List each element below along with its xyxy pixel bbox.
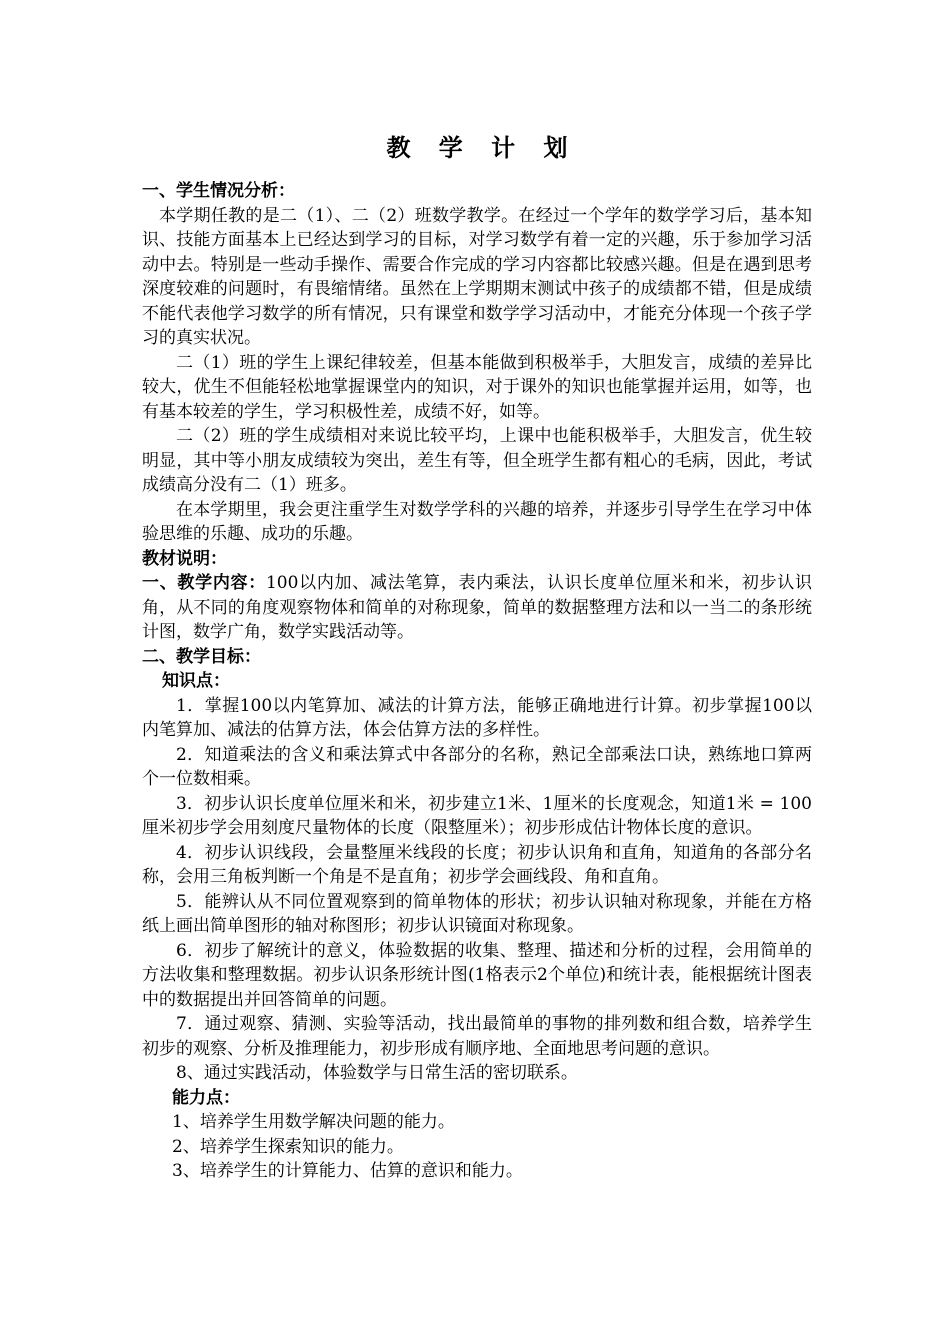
document-body	[142, 128, 812, 1184]
paragraph: 本学期任教的是二（1）、二（2）班数学教学。在经过一个学年的数学学习后，基本知识、技能方面基本上已经达到学习的目标，对学习数学有着一定的兴趣，乐于参加学习活动中去。特别是一些动手操作、需要合作完成的学习内容都比较感兴趣。但是在遇到思考深度较难的问题时，有畏缩情绪。虽然在上学期期末测试中孩子的成绩都不错，但是成绩不能代表他学习数学的所有情况，只有课堂和数学学习活动中，才能充分体现一个孩子学习的真实状况。	[142, 205, 812, 348]
ability-item: 1、培养学生用数学解决问题的能力。	[172, 1112, 455, 1132]
section-heading-textbook: 教材说明：	[142, 548, 227, 569]
ability-item: 2、培养学生探索知识的能力。	[172, 1136, 404, 1157]
paragraph: 二（2）班的学生成绩相对来说比较平均，上课中也能积极举手，大胆发言，优生较明显，其中等小朋友成绩较为突出，差生有等，但全班学生都有粗心的毛病，因此，考试成绩高分没有二（1）班多。	[142, 426, 812, 495]
knowledge-item: 7．通过观察、猜测、实验等活动，找出最简单的事物的排列数和组合数，培养学生初步的观察、分析及推理能力，初步形成有顺序地、全面地思考问题的意识。	[142, 1014, 812, 1059]
knowledge-item: 4．初步认识线段，会量整厘米线段的长度；初步认识角和直角，知道角的各部分名称，会用三角板判断一个角是不是直角；初步学会画线段、角和直角。	[142, 842, 812, 887]
ability-item: 3、培养学生的计算能力、估算的意识和能力。	[172, 1161, 523, 1181]
knowledge-item: 2．知道乘法的含义和乘法算式中各部分的名称，熟记全部乘法口诀，熟练地口算两个一位数相乘。	[142, 744, 812, 789]
section-heading-goals: 二、教学目标：	[142, 646, 261, 667]
paragraph: 在本学期里，我会更注重学生对数学学科的兴趣的培养，并逐步引导学生在学习中体验思维的乐趣、成功的乐趣。	[142, 499, 812, 544]
knowledge-item: 3．初步认识长度单位厘米和米，初步建立1米、1厘米的长度观念，知道1米 = 100厘米初步学会用刻度尺量物体的长度（限整厘米）；初步形成估计物体长度的意识。	[142, 793, 812, 838]
knowledge-item: 1．掌握100以内笔算加、减法的计算方法，能够正确地进行计算。初步掌握100以内笔算加、减法的估算方法，体会估算方法的多样性。	[142, 695, 812, 740]
teaching-content-label: 一、教学内容：	[142, 573, 266, 593]
section-heading-student-analysis: 一、学生情况分析：	[142, 181, 295, 201]
knowledge-heading: 知识点：	[162, 671, 230, 691]
knowledge-item: 6．初步了解统计的意义，体验数据的收集、整理、描述和分析的过程，会用简单的方法收集和整理数据。初步认识条形统计图(1格表示2个单位)和统计表，能根据统计图表中的数据提出并回答简单的问题。	[142, 940, 812, 1010]
paragraph: 二（1）班的学生上课纪律较差，但基本能做到积极举手，大胆发言，成绩的差异比较大，优生不但能轻松地掌握课堂内的知识，对于课外的知识也能掌握并运用，如等，也有基本较差的学生，学习积极性差，成绩不好，如等。	[142, 352, 812, 422]
teaching-content-text: 100以内加、减法笔算，表内乘法，认识长度单位厘米和米，初步认识角，从不同的角度观察物体和简单的对称现象，简单的数据整理方法和以一当二的条形统计图，数学广角，数学实践活动等。	[142, 573, 812, 642]
ability-heading: 能力点：	[172, 1087, 240, 1108]
document-title: 教 学 计 划	[386, 133, 578, 162]
knowledge-item: 5．能辨认从不同位置观察到的简单物体的形状；初步认识轴对称现象，并能在方格纸上画出简单图形的轴对称图形；初步认识镜面对称现象。	[142, 891, 812, 936]
knowledge-item: 8、通过实践活动，体验数学与日常生活的密切联系。	[176, 1063, 578, 1083]
teaching-content	[142, 571, 812, 645]
